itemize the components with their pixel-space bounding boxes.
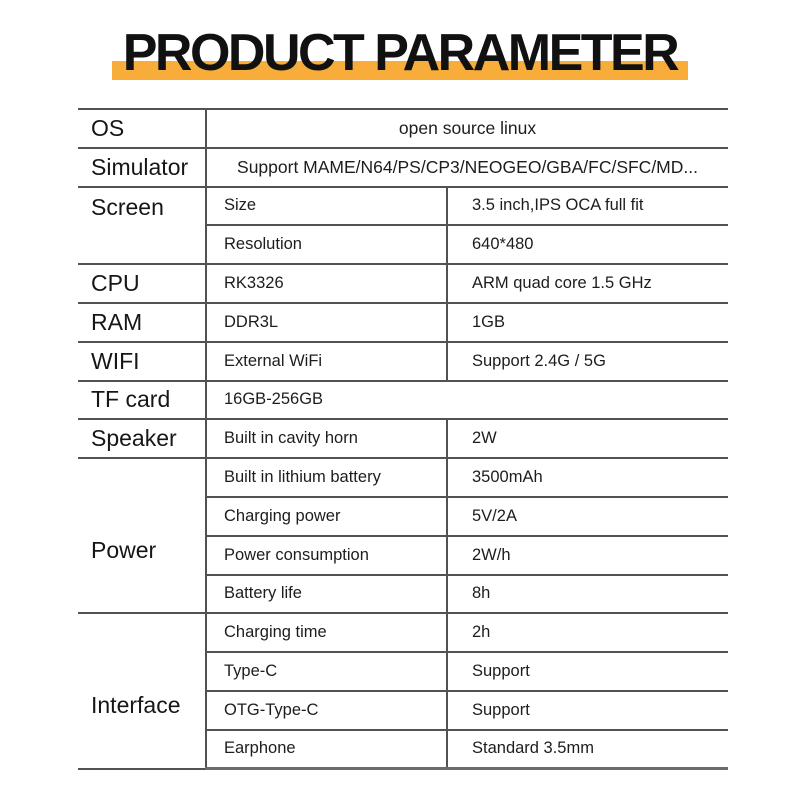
spec-name-speaker: Built in cavity horn [206,419,447,458]
spec-row-charging-time [78,613,728,652]
spec-name-charging-time: Charging time [206,613,447,652]
spec-value-simulator: Support MAME/N64/PS/CP3/NEOGEO/GBA/FC/SFC/MD... [206,148,728,187]
page-title: PRODUCT PARAMETER [122,24,678,82]
spec-value-resolution: 640*480 [447,225,728,264]
spec-label-tfcard: TF card [78,381,206,420]
spec-value-os: open source linux [206,109,728,148]
spec-row-simulator [78,148,728,187]
spec-value-battery: 3500mAh [447,458,728,497]
spec-value-charging-power: 5V/2A [447,497,728,536]
spec-value-earphone: Standard 3.5mm [447,730,728,769]
spec-row-os [78,109,728,148]
spec-row-speaker [78,419,728,458]
spec-name-charging-power: Charging power [206,497,447,536]
spec-value-ram: 1GB [447,303,728,342]
spec-name-otg-typec: OTG-Type-C [206,691,447,730]
spec-label-simulator: Simulator [78,148,206,187]
spec-name-battery: Built in lithium battery [206,458,447,497]
spec-value-cpu: ARM quad core 1.5 GHz [447,264,728,303]
spec-row-battery [78,458,728,497]
spec-label-cpu: CPU [78,264,206,303]
spec-label-screen: Screen [78,187,206,265]
spec-value-charging-time: 2h [447,613,728,652]
spec-name-earphone: Earphone [206,730,447,769]
spec-value-speaker: 2W [447,419,728,458]
spec-label-os: OS [78,109,206,148]
spec-label-speaker: Speaker [78,419,206,458]
product-parameter-table [78,108,728,770]
spec-row-screen-size [78,187,728,226]
spec-value-typec: Support [447,652,728,691]
spec-row-cpu [78,264,728,303]
spec-name-battery-life: Battery life [206,575,447,614]
spec-value-wifi: Support 2.4G / 5G [447,342,728,381]
spec-value-otg-typec: Support [447,691,728,730]
spec-name-size: Size [206,187,447,226]
spec-value-tfcard: 16GB-256GB [206,381,728,420]
spec-name-cpu: RK3326 [206,264,447,303]
spec-row-tfcard [78,381,728,420]
spec-name-resolution: Resolution [206,225,447,264]
spec-name-ram: DDR3L [206,303,447,342]
spec-value-size: 3.5 inch,IPS OCA full fit [447,187,728,226]
spec-row-wifi [78,342,728,381]
spec-name-wifi: External WiFi [206,342,447,381]
spec-label-wifi: WIFI [78,342,206,381]
spec-label-ram: RAM [78,303,206,342]
spec-label-power: Power [78,458,206,613]
spec-name-typec: Type-C [206,652,447,691]
spec-value-battery-life: 8h [447,575,728,614]
spec-value-power-consumption: 2W/h [447,536,728,575]
title-block [0,0,800,105]
spec-name-power-consumption: Power consumption [206,536,447,575]
spec-row-ram [78,303,728,342]
spec-label-interface: Interface [78,613,206,768]
